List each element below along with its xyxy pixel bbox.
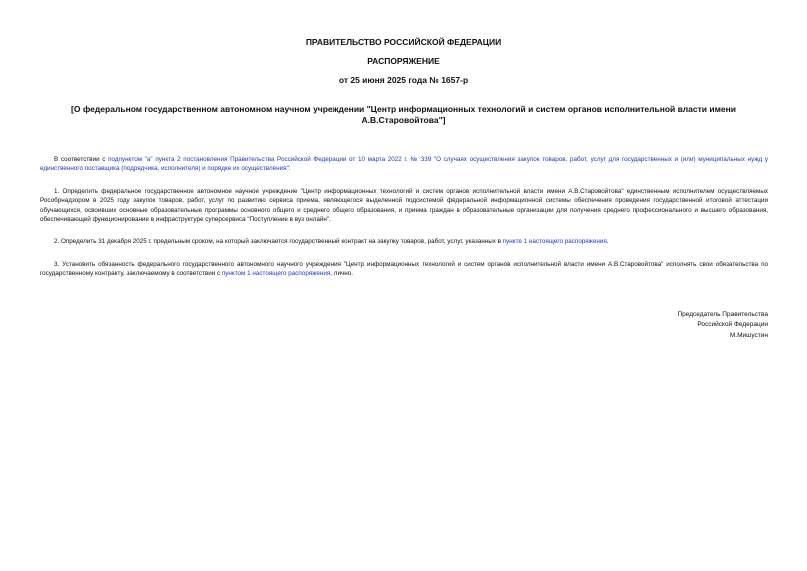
item-3-tail: , лично. <box>330 270 353 278</box>
preamble-lead: В соответствии с <box>54 156 109 163</box>
item-3-link[interactable]: пунктом 1 настоящего распоряжения <box>221 270 331 278</box>
item-3-lead: 3. Установить обязанность федерального государственного автономного научного учреждения "Центр информационных технологий и систем органов исполнительной власти имени А.В.Старовойтова" исполнять свои обязательства по государственному контракту, заключаемому в соответствии с <box>40 261 768 278</box>
signature-position: Председатель Правительства <box>677 311 768 318</box>
preamble-link[interactable]: подпунктом "а" пункта 2 постановления Правительства Российской Федерации от 10 марта 2022 г. № 339 "О случаях осуществления закупок товаров, работ, услуг для государственных и (или) муниципальных нужд у единственного поставщика (подрядчика, исполнителя) и порядке их осуществления" <box>40 156 768 173</box>
item-2-tail: . <box>606 238 609 245</box>
document-title: [О федеральном государственном автономном научном учреждении "Центр информационных технологий и систем органов исполнительной власти имени А.В.Старовойтова"] <box>71 104 736 125</box>
item-2-link[interactable]: пункте 1 настоящего распоряжения <box>502 238 607 245</box>
signature-block <box>677 310 768 341</box>
item-2-lead: 2. Определить 31 декабря 2025 г. предельным сроком, на который заключается государственный контракт на закупку товаров, работ, услуг, указанных в <box>54 238 503 245</box>
preamble-paragraph <box>40 155 768 174</box>
preamble-tail: : <box>288 165 291 173</box>
signature-name: М.Мишустин <box>729 331 768 339</box>
item-1-paragraph: 1. Определить федеральное государственное автономное научное учреждение "Центр информационных технологий и систем органов исполнительной власти имени А.В.Старовойтова" единственным исполнителем осуществляемых Рособрнадзором в 2025 году закупок товаров, работ, услуг по развитию сервиса приема, являющегося выделенной подсистемой федеральной информационной системы обеспечения проведения государственной итоговой аттестации обучающихся, освоивших основные образовательные программы основного общего и среднего общего образования, и приема граждан в образовательные организации для получения среднего профессионального и высшего образования, обеспечивающей функционирование в инфраструктуре суперсервиса "Поступление в вуз онлайн". <box>40 188 768 224</box>
government-heading: ПРАВИТЕЛЬСТВО РОССИЙСКОЙ ФЕДЕРАЦИИ <box>305 37 502 47</box>
item-3-paragraph <box>40 260 768 279</box>
document-date-number: от 25 июня 2025 года № 1657-р <box>338 75 469 85</box>
document-type: РАСПОРЯЖЕНИЕ <box>367 56 440 66</box>
signature-country: Российской Федерации <box>697 321 768 329</box>
item-2-paragraph <box>40 237 768 246</box>
